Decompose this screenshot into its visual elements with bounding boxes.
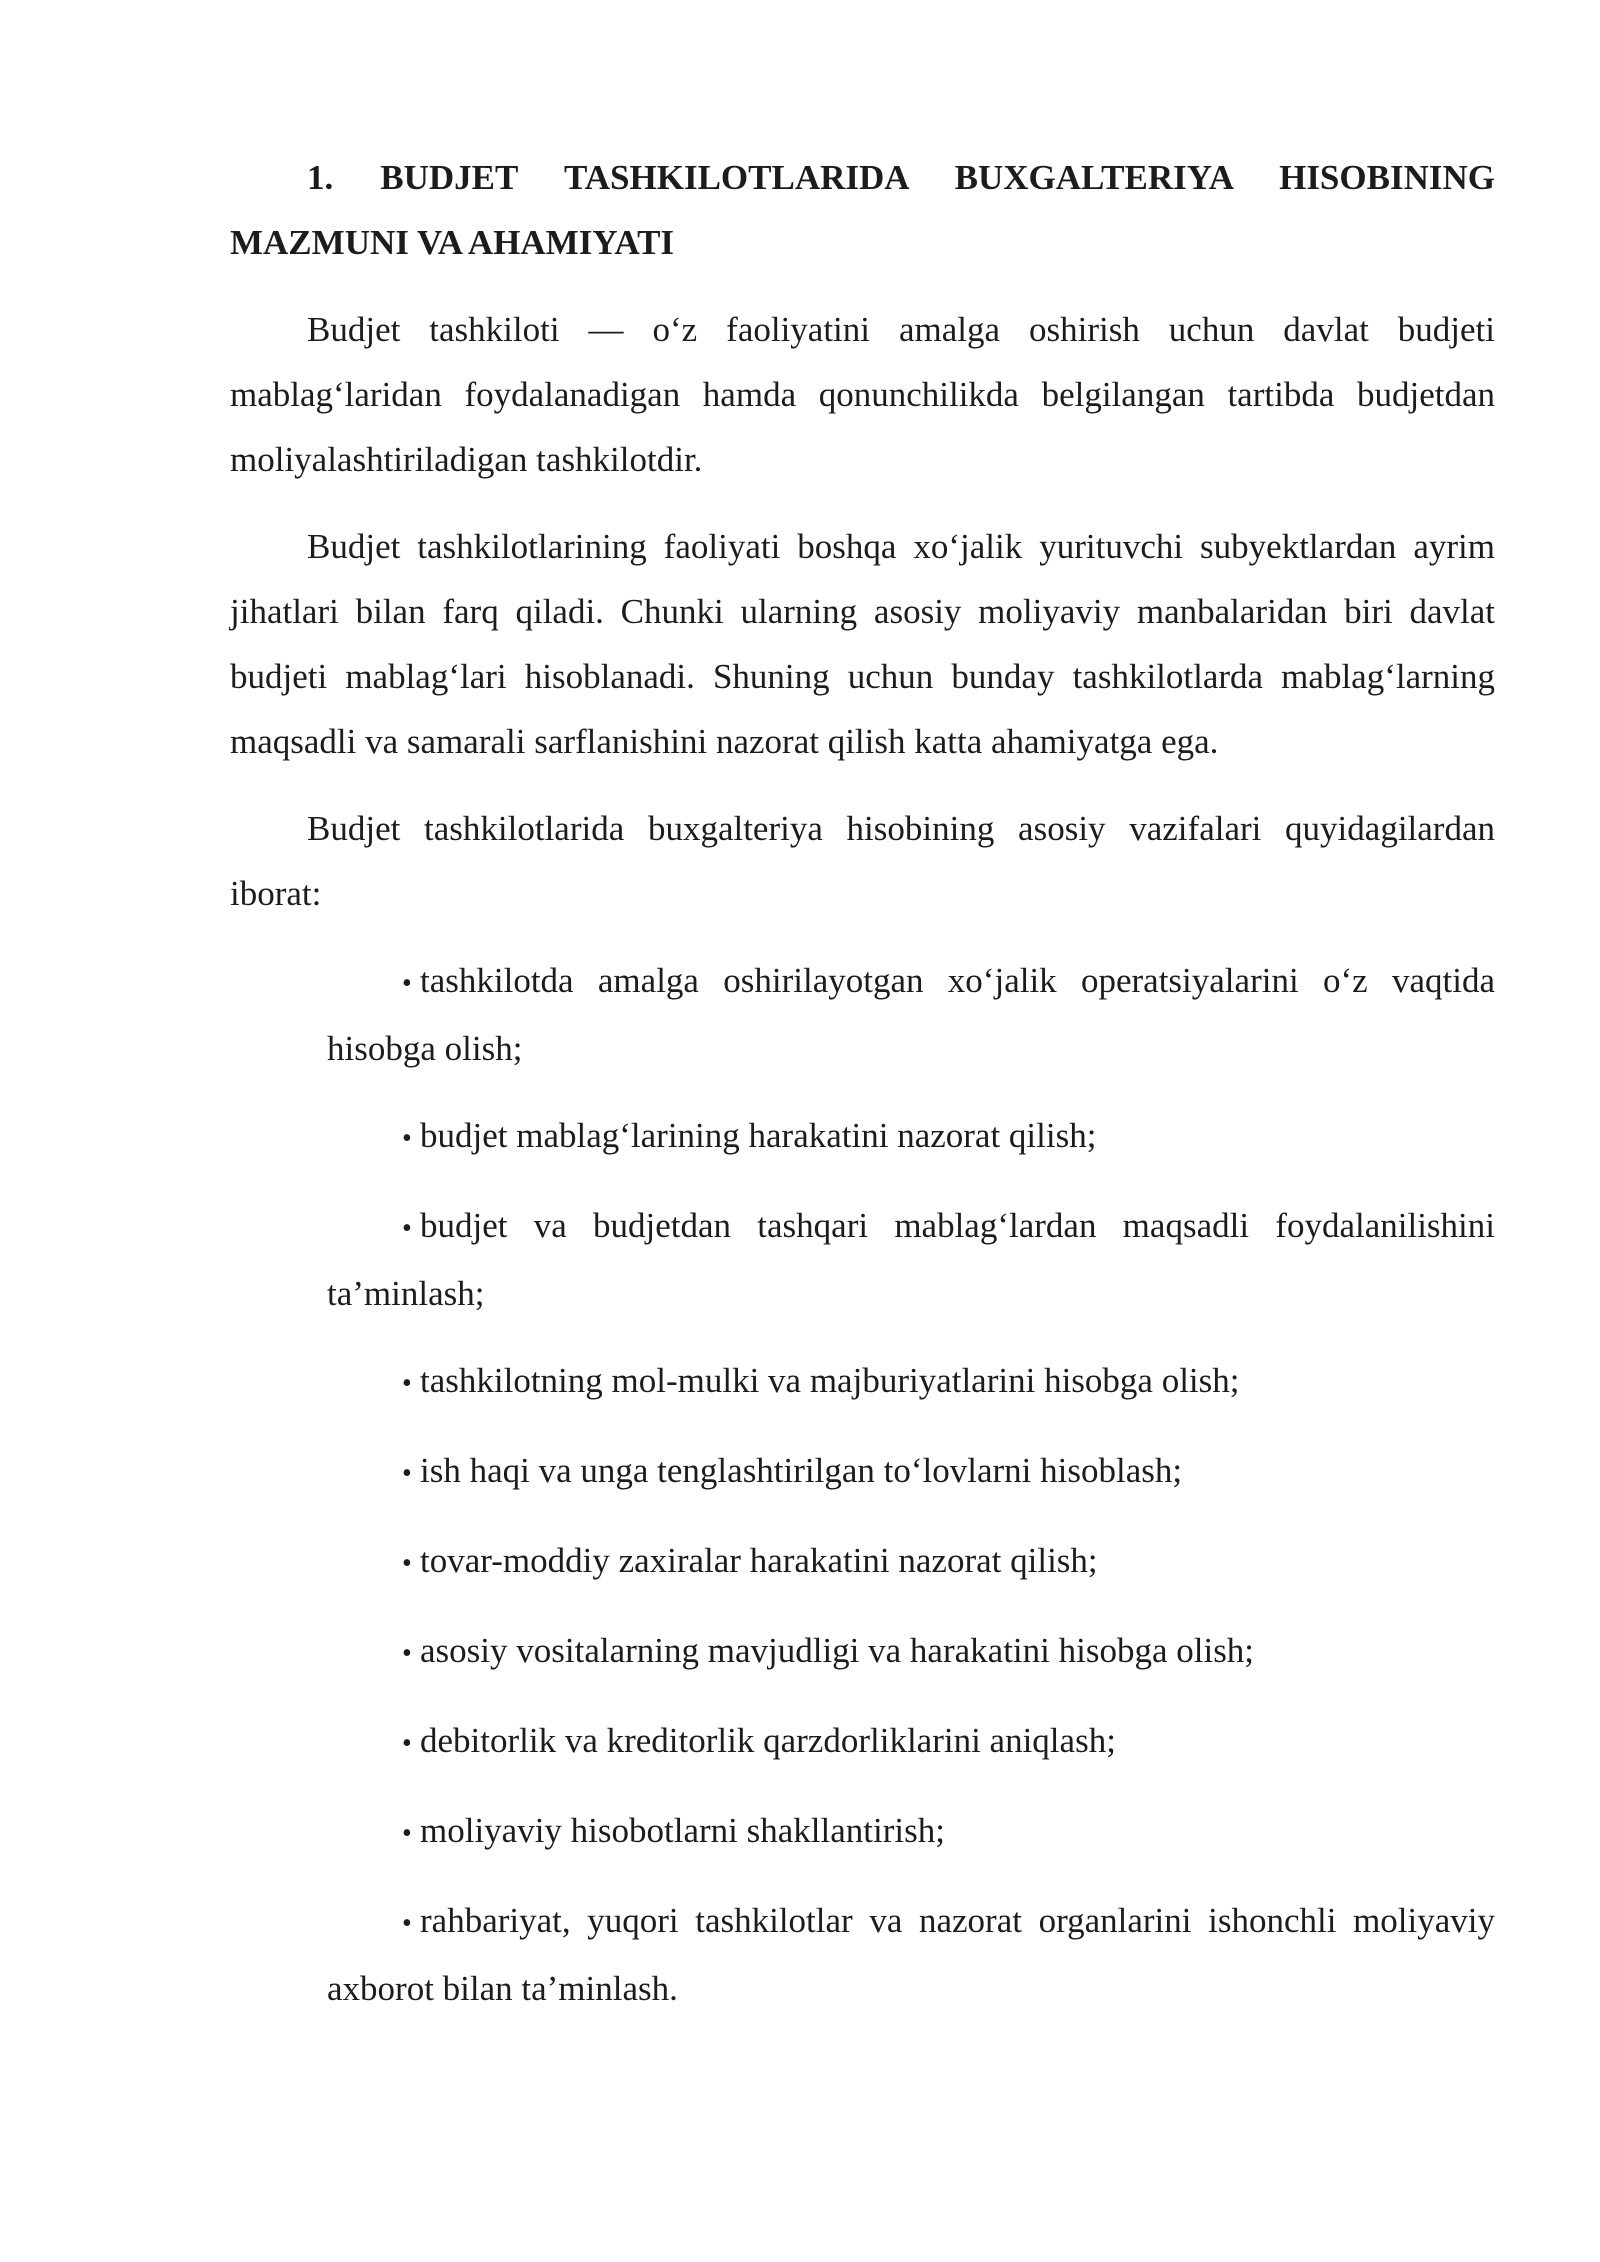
section-heading: 1. BUDJET TASHKILOTLARIDA BUXGALTERIYA HISOBINING MAZMUNI VA AHAMIYATI <box>230 158 1495 262</box>
list-item <box>327 1193 1495 1326</box>
document-page <box>230 145 1495 2043</box>
list-item-text: ish haqi va unga tenglashtirilgan to‘lovlarni hisoblash; <box>420 1451 1183 1490</box>
list-item-text: budjet va budjetdan tashqari mablag‘lardan maqsadli foydalanilishini ta’minlash; <box>327 1206 1495 1313</box>
list-item-text: tashkilotda amalga oshirilayotgan xo‘jalik operatsiyalarini o‘z vaqtida hisobga olish; <box>327 961 1495 1068</box>
tasks-list <box>230 948 1495 2021</box>
bullet-icon: • <box>402 1213 412 1244</box>
bullet-icon: • <box>402 1908 412 1939</box>
list-item-text: rahbariyat, yuqori tashkilotlar va nazorat organlarini ishonchli moliyaviy axborot bilan ta’minlash. <box>327 1901 1495 2008</box>
list-item-text: tashkilotning mol-mulki va majburiyatlarini hisobga olish; <box>420 1361 1240 1400</box>
paragraph-definition: Budjet tashkiloti — o‘z faoliyatini amalga oshirish uchun davlat budjeti mablag‘laridan foydalanadigan hamda qonunchilikda belgilangan tartibda budjetdan moliyalashtiriladigan tashkilotdir. <box>230 310 1495 479</box>
paragraph-tasks-intro: Budjet tashkilotlarida buxgalteriya hisobining asosiy vazifalari quyidagilardan iborat: <box>230 809 1495 913</box>
bullet-icon: • <box>402 1123 412 1154</box>
list-item <box>327 1103 1495 1171</box>
list-item <box>327 1618 1495 1686</box>
list-item <box>327 1888 1495 2021</box>
list-item <box>327 1528 1495 1596</box>
list-item-text: asosiy vositalarning mavjudligi va harakatini hisobga olish; <box>420 1631 1255 1670</box>
list-item-text: debitorlik va kreditorlik qarzdorliklarini aniqlash; <box>420 1721 1116 1760</box>
paragraph-activity: Budjet tashkilotlarining faoliyati boshqa xo‘jalik yurituvchi subyektlardan ayrim jihatlari bilan farq qiladi. Chunki ularning asosiy moliyaviy manbalaridan biri davlat budjeti mablag‘lari hisoblanadi. Shuning uchun bunday tashkilotlarda mablag‘larning maqsadli va samarali sarflanishini nazorat qilish katta ahamiyatga ega. <box>230 527 1495 761</box>
list-item-text: tovar-moddiy zaxiralar harakatini nazorat qilish; <box>420 1541 1098 1580</box>
list-item-text: budjet mablag‘larining harakatini nazorat qilish; <box>420 1116 1097 1155</box>
list-item <box>327 948 1495 1081</box>
bullet-icon: • <box>402 1458 412 1489</box>
list-item-text: moliyaviy hisobotlarni shakllantirish; <box>420 1811 945 1850</box>
list-item <box>327 1798 1495 1866</box>
bullet-icon: • <box>402 1728 412 1759</box>
bullet-icon: • <box>402 1368 412 1399</box>
list-item <box>327 1708 1495 1776</box>
list-item <box>327 1348 1495 1416</box>
list-item <box>327 1438 1495 1506</box>
bullet-icon: • <box>402 1818 412 1849</box>
bullet-icon: • <box>402 1548 412 1579</box>
bullet-icon: • <box>402 968 412 999</box>
bullet-icon: • <box>402 1638 412 1669</box>
